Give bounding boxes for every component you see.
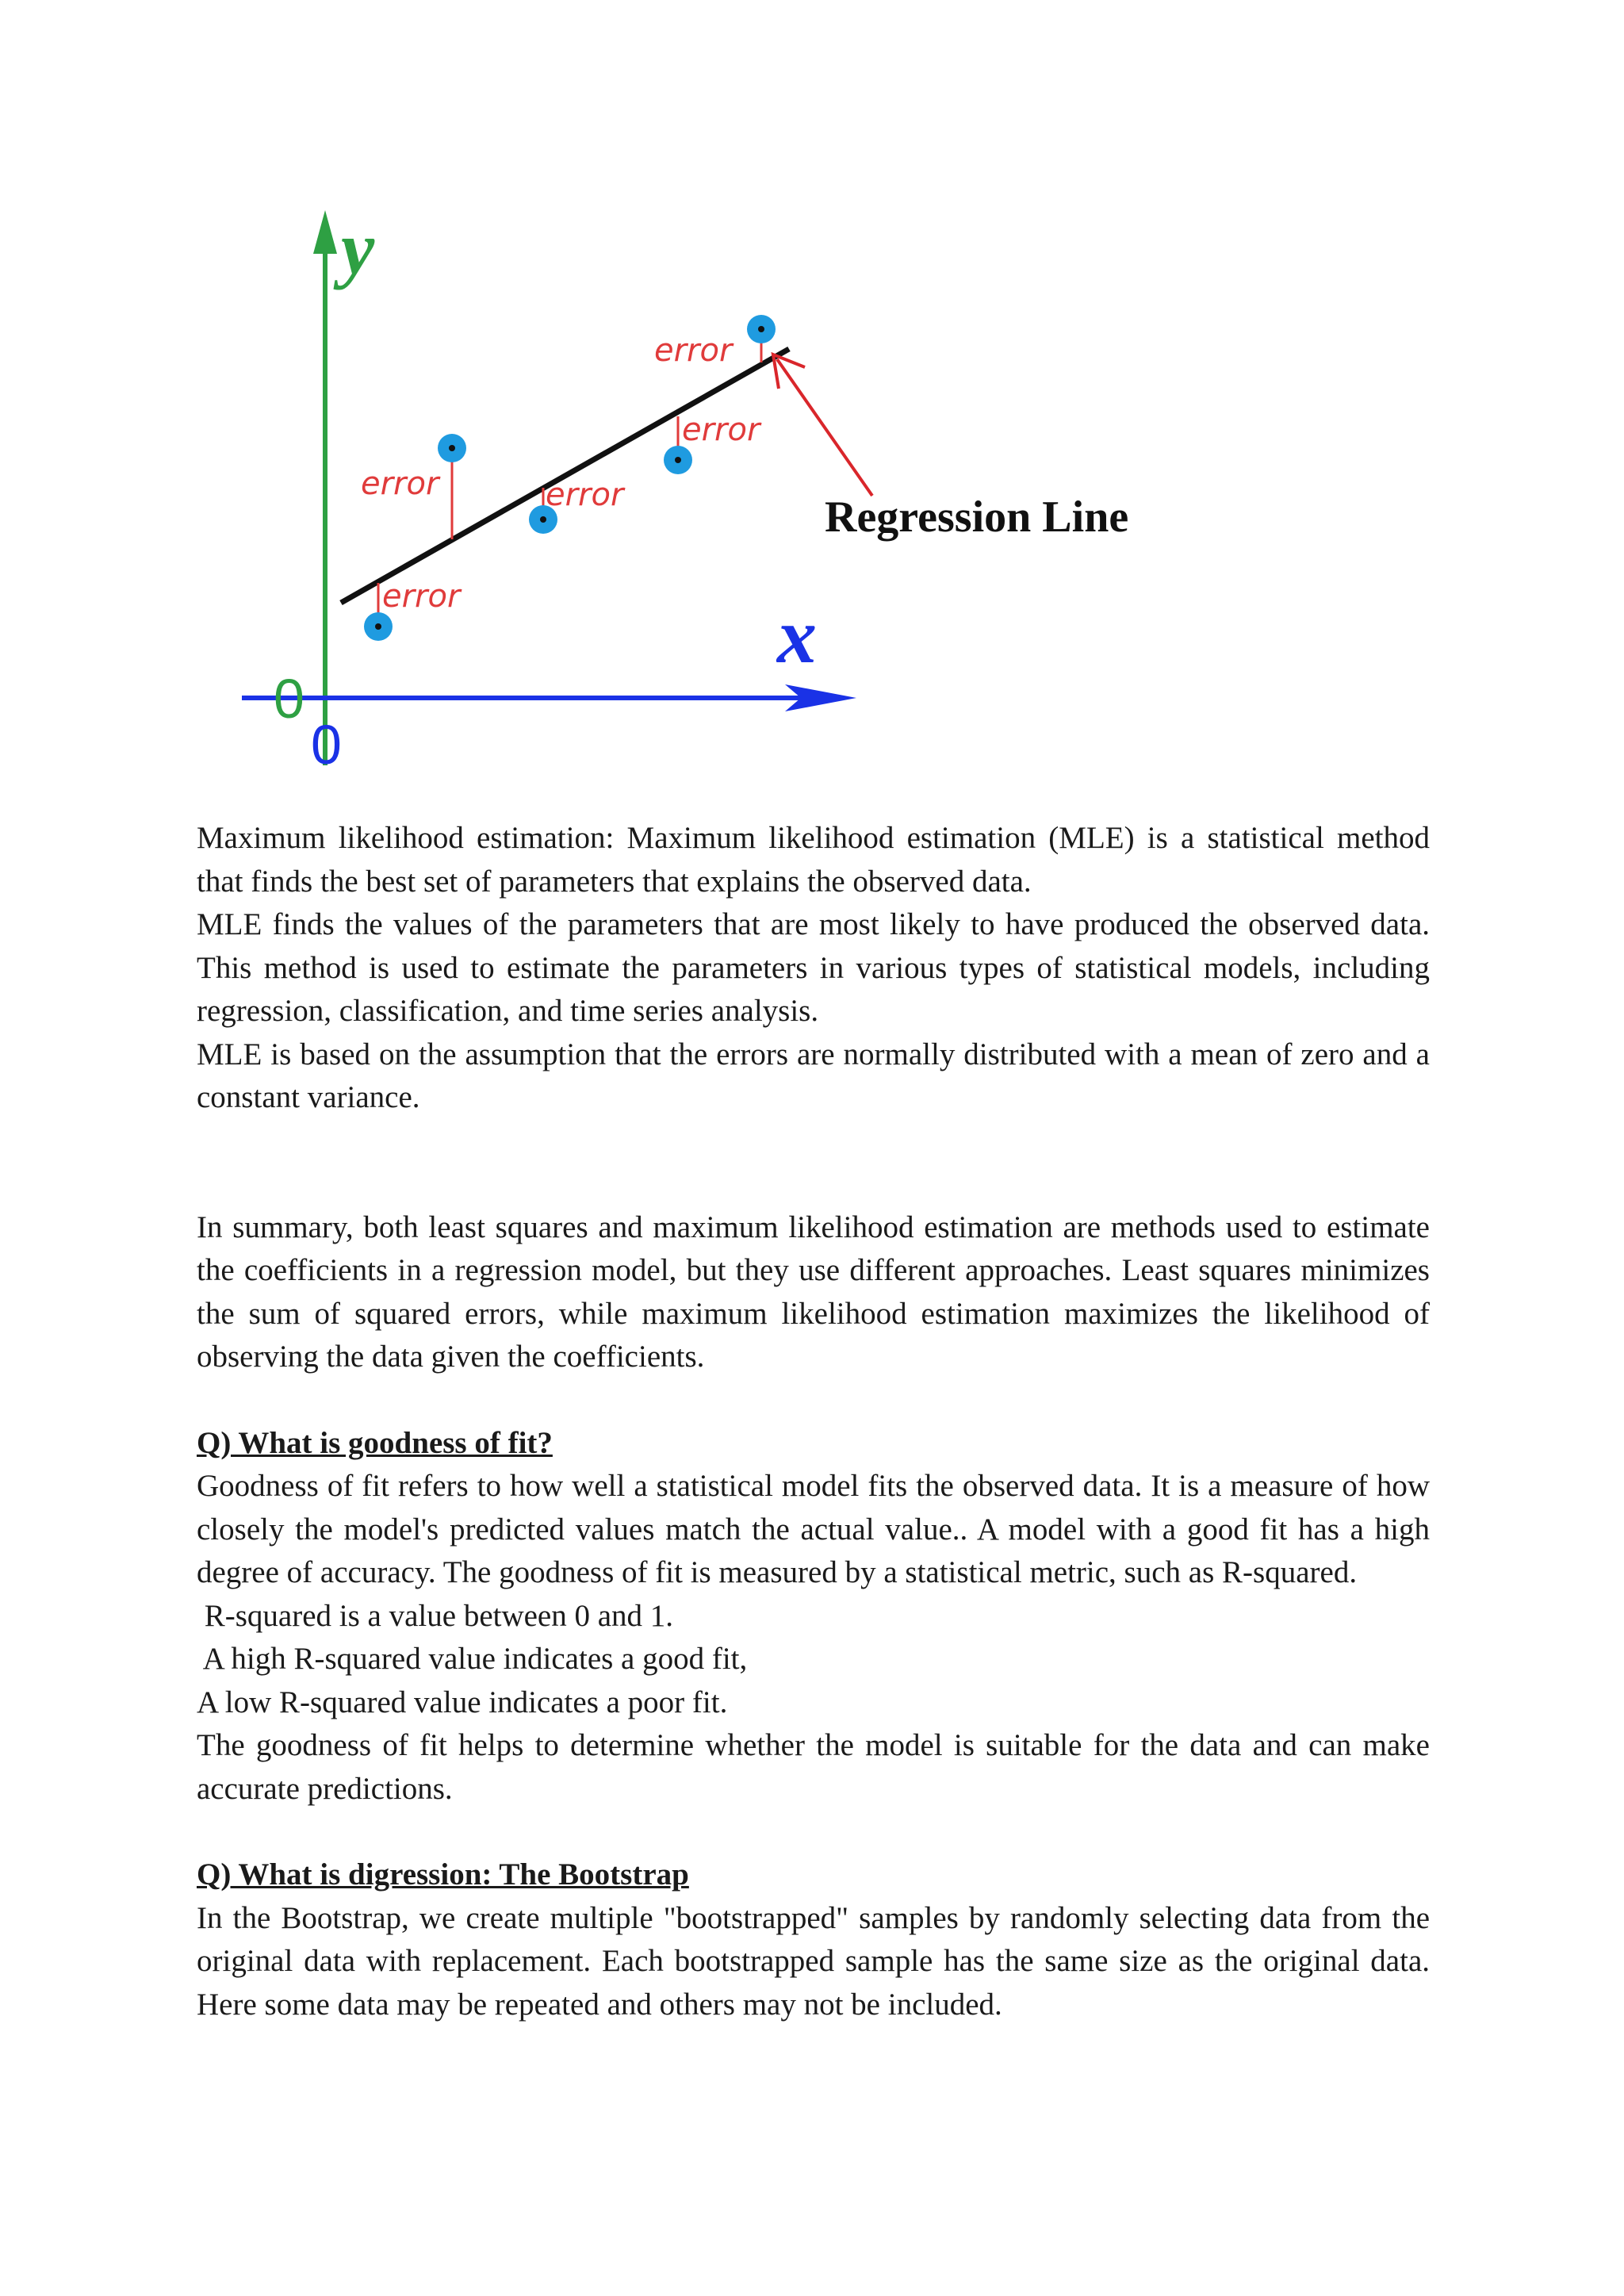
data-point (438, 434, 466, 462)
bootstrap-heading: Q) What is digression: The Bootstrap (197, 1857, 689, 1892)
regression-line-label: Regression Line (825, 493, 1129, 542)
spacer (197, 1120, 1430, 1206)
goodness-of-fit-heading: Q) What is goodness of fit? (197, 1425, 553, 1460)
goodness-of-fit-paragraph-1: Goodness of fit refers to how well a statistical model fits the observed data. It is a measure of how closely the model's predicted values match the actual value.. A model with a good fit has a high degree of accuracy. The goodness of fit is measured by a statistical metric, such as R-squared. (197, 1469, 1430, 1589)
mle-paragraph-1: Maximum likelihood estimation: Maximum likelihood estimation (MLE) is a statistical method that finds the best set of parameters that explains the observed data. (197, 821, 1430, 899)
y-axis-label: y (341, 206, 375, 290)
y-axis-arrowhead (313, 210, 337, 254)
error-label: error (361, 466, 439, 502)
error-label: error (682, 412, 760, 448)
spacer (197, 1811, 1430, 1853)
mle-paragraph-3: MLE is based on the assumption that the errors are normally distributed with a mean of zero and a constant variance. (197, 1037, 1430, 1114)
error-label: error (546, 477, 624, 513)
error-label: error (654, 332, 733, 369)
origin-label-y: 0 (311, 714, 342, 776)
mle-paragraph-2: MLE finds the values of the parameters that are most likely to have produced the observed data. This method is used to estimate the parameters in various types of statistical models, including regression, classification, and time series analysis. (197, 907, 1430, 1028)
goodness-of-fit-line-4: A low R-squared value indicates a poor fit. (197, 1685, 728, 1719)
goodness-of-fit-line-3: A high R-squared value indicates a good fit, (197, 1642, 748, 1676)
data-point (664, 446, 692, 474)
regression-pointer-arrow (777, 359, 872, 496)
data-point (747, 315, 776, 343)
regression-diagram (214, 178, 1166, 797)
error-label: error (382, 578, 461, 615)
x-axis-label: x (777, 592, 817, 680)
goodness-of-fit-line-2: R-squared is a value between 0 and 1. (197, 1598, 674, 1633)
document-body (197, 817, 1430, 2026)
regression-figure (214, 178, 1166, 797)
goodness-of-fit-paragraph-5: The goodness of fit helps to determine whether the model is suitable for the data and can make accurate predictions. (197, 1728, 1430, 1806)
origin-label-x: 0 (274, 668, 304, 730)
data-point (364, 612, 393, 641)
spacer (197, 1379, 1430, 1422)
summary-paragraph: In summary, both least squares and maximum likelihood estimation are methods used to estimate the coefficients in a regression model, but they use different approaches. Least squares minimizes the sum of squared errors, while maximum likelihood estimation maximizes the likelihood of observing the data given the coefficients. (197, 1209, 1430, 1374)
bootstrap-paragraph: In the Bootstrap, we create multiple "bootstrapped" samples by randomly selecting data from the original data with replacement. Each bootstrapped sample has the same size as the original data. Here some data may be repeated and others may not be included. (197, 1900, 1430, 2022)
